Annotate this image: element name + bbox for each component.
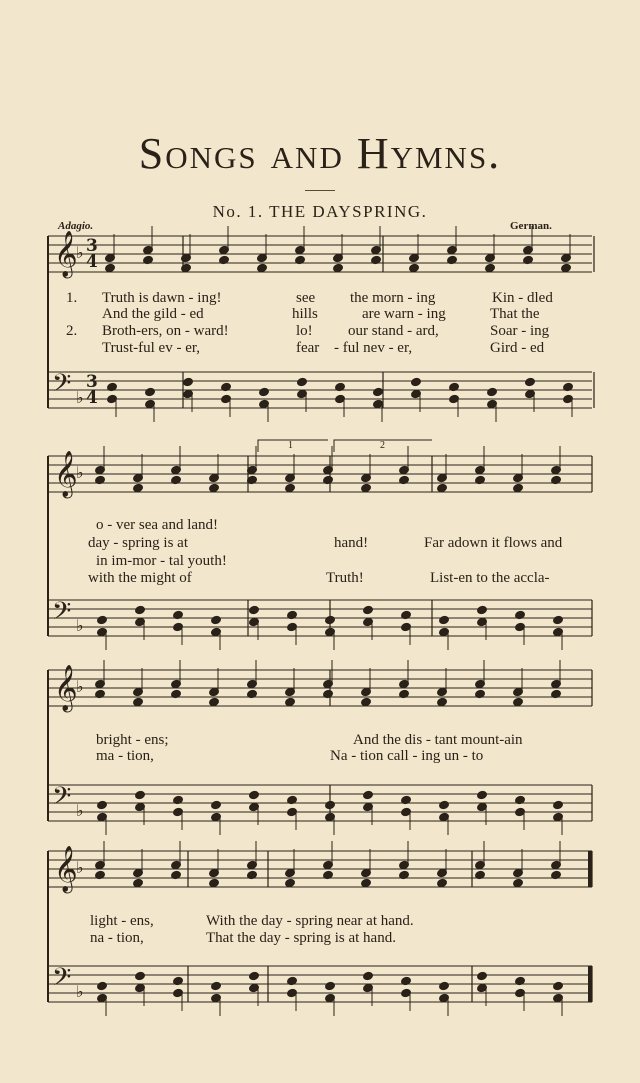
note-head — [513, 878, 524, 887]
lyric: fear — [296, 340, 320, 356]
note-head — [259, 387, 270, 396]
note-head — [97, 981, 108, 990]
flat-icon: ♭ — [76, 463, 84, 482]
flat-icon: ♭ — [76, 243, 84, 262]
bass-clef-icon: 𝄢 — [52, 369, 72, 404]
lyric: That the — [490, 306, 540, 322]
time-signature: 4 — [86, 252, 98, 272]
note-head — [209, 697, 220, 706]
note-head — [363, 605, 374, 614]
note-head — [133, 878, 144, 887]
lyric: List-en to the accla- — [430, 570, 550, 586]
note-head — [361, 697, 372, 706]
note-head — [439, 981, 450, 990]
page-title: Songs and Hymns. — [138, 129, 502, 178]
note-head — [135, 971, 146, 980]
lyric: light - ens, — [90, 913, 154, 929]
lyric: see — [296, 290, 316, 306]
note-head — [553, 981, 564, 990]
note-head — [211, 800, 222, 809]
flat-icon: ♭ — [76, 388, 84, 407]
note-head — [105, 263, 116, 272]
note-head — [411, 377, 422, 386]
note-head — [363, 971, 374, 980]
lyric: Truth! — [326, 570, 364, 586]
note-head — [145, 387, 156, 396]
lyric: are warn - ing — [362, 306, 446, 322]
bass-clef-icon: 𝄢 — [52, 782, 72, 817]
lyric: And the dis - tant mount-ain — [353, 732, 523, 748]
lyric: hand! — [334, 535, 369, 551]
lyric: bright - ens; — [96, 732, 169, 748]
treble-clef-icon: 𝄞 — [54, 846, 78, 892]
lyric: ma - tion, — [96, 748, 154, 764]
bass-clef-icon: 𝄢 — [52, 963, 72, 998]
note-head — [525, 377, 536, 386]
note-head — [409, 263, 420, 272]
note-head — [373, 387, 384, 396]
lyric: Broth-ers, on - ward! — [102, 323, 229, 339]
note-head — [181, 263, 192, 272]
note-head — [477, 971, 488, 980]
lyric: Na - tion call - ing un - to — [330, 748, 484, 764]
note-head — [487, 387, 498, 396]
note-head — [211, 981, 222, 990]
time-signature: 4 — [86, 388, 98, 408]
note-head — [183, 377, 194, 386]
note-head — [249, 971, 260, 980]
bass-clef-icon: 𝄢 — [52, 597, 72, 632]
note-head — [249, 790, 260, 799]
note-head — [437, 697, 448, 706]
flat-icon: ♭ — [76, 801, 84, 820]
time-signature: 3 — [86, 236, 98, 256]
lyric: lo! — [296, 323, 313, 339]
lyric: hills — [292, 306, 318, 322]
final-bar — [588, 851, 592, 887]
note-head — [333, 263, 344, 272]
final-bar — [588, 966, 592, 1002]
note-head — [553, 615, 564, 624]
lyric: day - spring is at — [88, 535, 188, 551]
note-head — [477, 790, 488, 799]
note-head — [513, 697, 524, 706]
note-head — [97, 615, 108, 624]
note-head — [437, 483, 448, 492]
flat-icon: ♭ — [76, 982, 84, 1001]
lyric: Truth is dawn - ing! — [102, 290, 222, 306]
lyric: That the day - spring is at hand. — [206, 930, 396, 946]
note-head — [513, 483, 524, 492]
note-head — [485, 263, 496, 272]
note-head — [209, 878, 220, 887]
note-head — [133, 697, 144, 706]
lyric: with the might of — [88, 570, 192, 586]
note-head — [285, 483, 296, 492]
note-head — [561, 263, 572, 272]
treble-clef-icon: 𝄞 — [54, 665, 78, 711]
note-head — [135, 605, 146, 614]
lyric: na - tion, — [90, 930, 144, 946]
lyric: the morn - ing — [350, 290, 436, 306]
note-head — [135, 790, 146, 799]
note-head — [363, 790, 374, 799]
note-head — [477, 605, 488, 614]
second-ending-number: 2 — [380, 440, 385, 451]
first-ending-number: 1 — [288, 440, 293, 451]
time-signature: 3 — [86, 372, 98, 392]
flat-icon: ♭ — [76, 616, 84, 635]
note-head — [97, 800, 108, 809]
note-head — [553, 800, 564, 809]
note-head — [249, 605, 260, 614]
note-head — [437, 878, 448, 887]
note-head — [297, 377, 308, 386]
lyric: Trust-ful ev - er, — [102, 340, 200, 356]
flat-icon: ♭ — [76, 858, 84, 877]
note-head — [211, 615, 222, 624]
first-ending-bracket — [258, 440, 328, 452]
note-head — [325, 800, 336, 809]
note-head — [257, 263, 268, 272]
composer-attribution: German. — [510, 220, 552, 232]
treble-clef-icon: 𝄞 — [54, 231, 78, 277]
lyric: Gird - ed — [490, 340, 545, 356]
tempo-marking: Adagio. — [58, 220, 94, 232]
verse-number: 1. — [66, 290, 78, 306]
flat-icon: ♭ — [76, 677, 84, 696]
treble-clef-icon: 𝄞 — [54, 451, 78, 497]
hymn-title: No. 1. THE DAYSPRING. — [212, 202, 428, 221]
note-head — [325, 615, 336, 624]
note-head — [133, 483, 144, 492]
note-head — [361, 483, 372, 492]
lyric: o - ver sea and land! — [96, 517, 219, 533]
lyric: Far adown it flows and — [424, 535, 563, 551]
note-head — [439, 800, 450, 809]
lyric: our stand - ard, — [348, 323, 439, 339]
note-head — [209, 483, 220, 492]
note-head — [361, 878, 372, 887]
note-head — [285, 878, 296, 887]
lyric: And the gild - ed — [102, 306, 204, 322]
note-head — [285, 697, 296, 706]
lyric: - ful nev - er, — [334, 340, 413, 356]
note-head — [325, 981, 336, 990]
note-head — [439, 615, 450, 624]
lyric: Kin - dled — [492, 290, 553, 306]
lyric: With the day - spring near at hand. — [206, 913, 414, 929]
lyric: Soar - ing — [490, 323, 550, 339]
lyric: in im-mor - tal youth! — [96, 553, 227, 569]
verse-number: 2. — [66, 323, 78, 339]
